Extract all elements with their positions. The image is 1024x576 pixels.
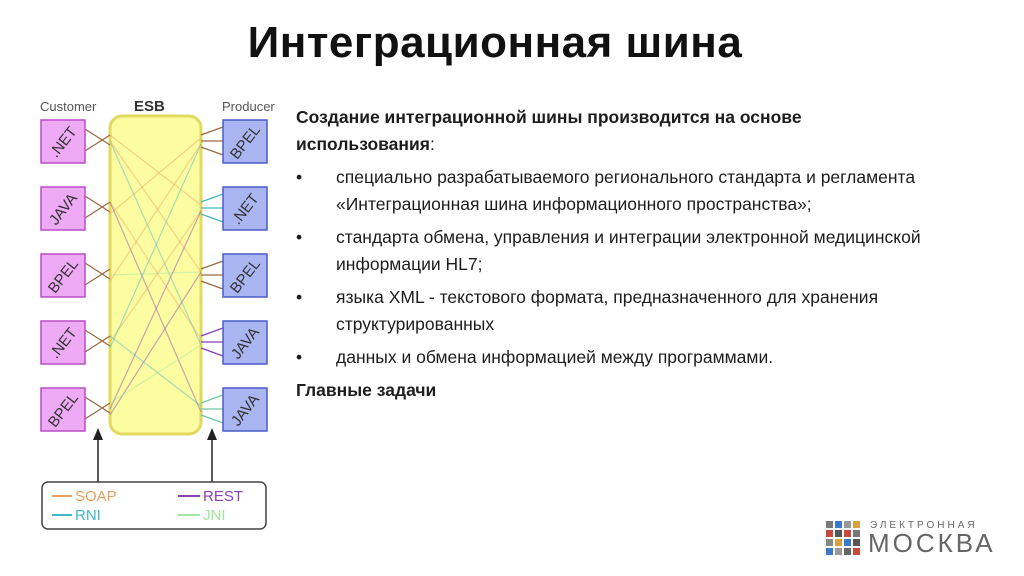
customer-label: Customer (40, 99, 97, 114)
arrow-right (207, 428, 217, 482)
bullet-list (296, 164, 936, 371)
bullet-dot: • (296, 227, 303, 247)
list-item (296, 284, 936, 338)
producer-box-1 (223, 187, 267, 230)
description-text (296, 104, 936, 404)
tasks-heading: Главные задачи (296, 380, 437, 400)
lead-colon: : (429, 134, 435, 154)
lead-paragraph (296, 104, 936, 158)
legend-label-jni: JNI (203, 507, 226, 524)
customer-box-2 (41, 254, 85, 297)
producer-label-1: .NET (228, 190, 263, 229)
producer-label-2: BPEL (226, 255, 264, 297)
customer-label-2: BPEL (44, 255, 82, 297)
legend-label-rest: REST (203, 488, 244, 505)
producer-box-4 (223, 388, 267, 431)
producer-box-2 (223, 254, 267, 297)
list-item-text: специально разрабатываемого регионального стандарта и регламента «Интеграционная шина информационного пространства»; (336, 167, 916, 214)
producer-connector (201, 415, 223, 423)
lead-text: Создание интеграционной шины производится на основе использования (296, 107, 802, 154)
list-item (296, 164, 936, 218)
page-title: Интеграционная шина (247, 18, 743, 67)
producer-connector (201, 261, 223, 269)
producer-connector (201, 214, 223, 222)
customer-label-3: .NET (46, 324, 81, 363)
list-item-text: стандарта обмена, управления и интеграции электронной медицинской информации HL7; (336, 227, 921, 274)
producer-box-3 (223, 321, 267, 364)
producer-connector (201, 395, 223, 403)
customer-label-0: .NET (46, 123, 81, 162)
legend-label-rni: RNI (75, 507, 101, 524)
logo-big-text: МОСКВА (868, 528, 996, 558)
customer-label-1: JAVA (45, 190, 81, 229)
customer-box-0 (41, 120, 85, 163)
bullet-dot: • (296, 347, 303, 367)
producer-connector (201, 194, 223, 202)
producer-connector (201, 328, 223, 336)
customer-box-4 (41, 388, 85, 431)
customer-label-4: BPEL (44, 389, 82, 431)
logo-electronic-moscow (826, 518, 1006, 558)
list-item-text: языка XML - текстового формата, предназначенного для хранения структурированных (336, 287, 879, 334)
arrow-left (93, 428, 103, 482)
customer-box-1 (41, 187, 85, 230)
bullet-dot: • (296, 287, 303, 307)
producer-connector (201, 348, 223, 356)
list-item-text: данных и обмена информацией между программами. (336, 347, 774, 367)
esb-diagram (34, 92, 296, 537)
esb-diagram-svg (34, 92, 296, 537)
list-item (296, 224, 936, 278)
bullet-dot: • (296, 167, 303, 187)
esb-label: ESB (134, 98, 165, 115)
producer-label-4: JAVA (227, 391, 263, 430)
producer-label: Producer (222, 99, 275, 114)
producer-connector (201, 147, 223, 155)
legend-label-soap: SOAP (75, 488, 117, 505)
customer-box-3 (41, 321, 85, 364)
producer-connector (201, 127, 223, 135)
producer-label-0: BPEL (226, 121, 264, 163)
list-item (296, 344, 936, 371)
logo-small-text: ЭЛЕКТРОННАЯ (870, 520, 978, 531)
producer-box-0 (223, 120, 267, 163)
producer-connector (201, 281, 223, 289)
producer-label-3: JAVA (227, 324, 263, 363)
logo-mosaic-icon (826, 521, 860, 555)
